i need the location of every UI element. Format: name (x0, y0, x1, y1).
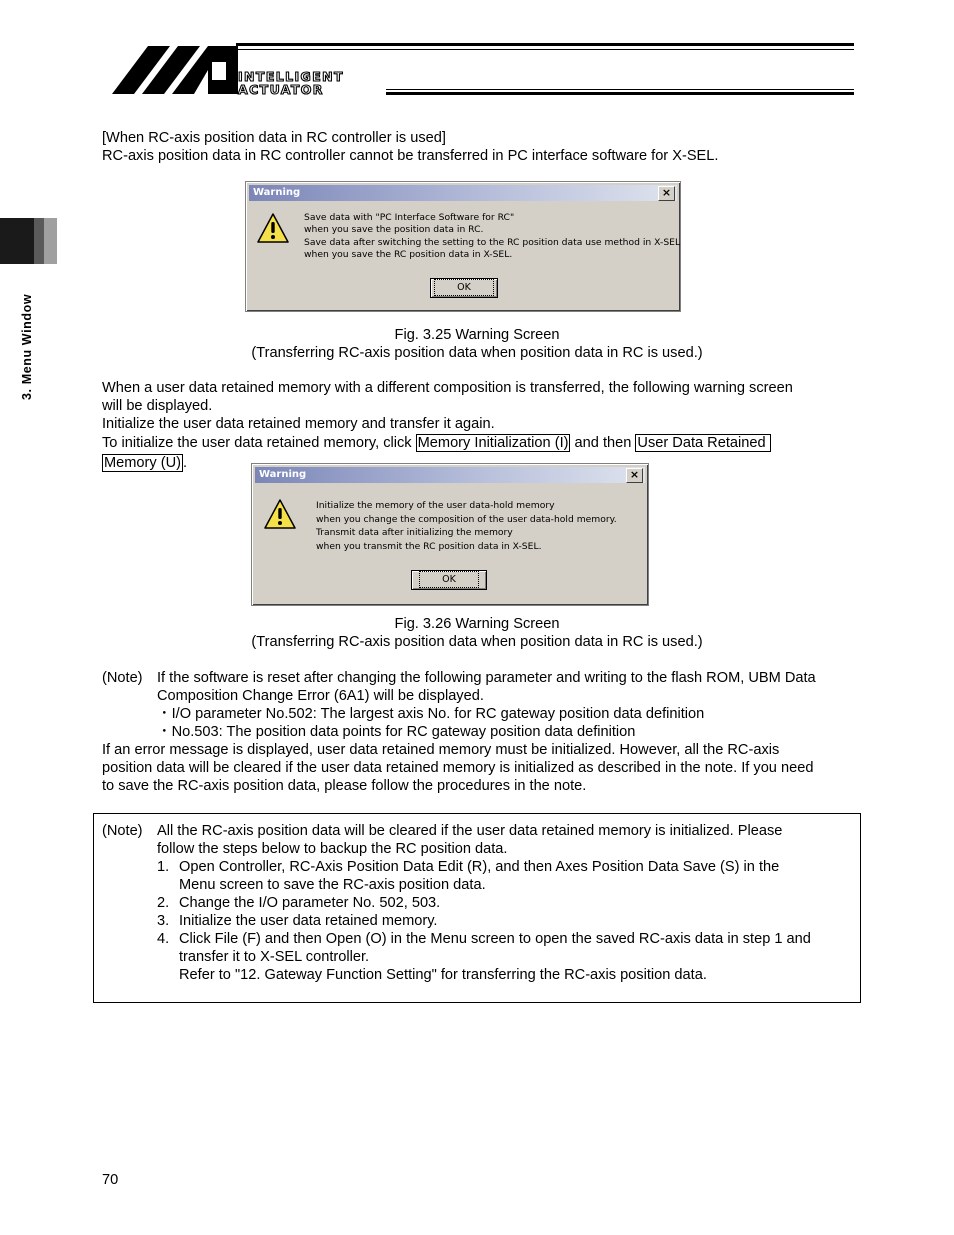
figure-caption-1: Fig. 3.25 Warning Screen (394, 327, 560, 343)
note-bullet: ・I/O parameter No.502: The largest axis No. for RC gateway position data definition (157, 706, 705, 722)
step-text: Click File (F) and then Open (O) in the Menu screen to open the saved RC-axis data in step 1 and (179, 931, 811, 947)
dialog-message: Initialize the memory of the user data-hold memory when you change the composition of the user data-hold memory. Transmit data after initializing the memory when you transmit the RC position data in X-SEL. (316, 500, 617, 552)
ok-button[interactable]: OK (430, 278, 498, 298)
dialog-message: Save data with "PC Interface Software for RC" when you save the position data in RC. Save data after switching the setting to the RC position data use method in X-SEL when you save the RC position data in X-SEL. (304, 212, 681, 261)
figure-caption-2: Fig. 3.26 Warning Screen (394, 616, 560, 632)
paragraph-line: to save the RC-axis position data, please follow the procedures in the note. (102, 778, 587, 794)
intro-text: RC-axis position data in RC controller cannot be transferred in PC interface software for X-SEL. (102, 148, 719, 164)
memory-initialization-menu-ref: Memory Initialization (I) (417, 435, 569, 451)
dialog-title-bar (255, 467, 645, 483)
ia-logo-mark (108, 42, 238, 98)
ok-button[interactable]: OK (411, 570, 487, 590)
note-text: follow the steps below to backup the RC position data. (157, 841, 508, 857)
step-text: Change the I/O parameter No. 502, 503. (179, 895, 441, 911)
step-text: Refer to "12. Gateway Function Setting" for transferring the RC-axis position data. (179, 967, 707, 983)
brand-name-line1: INTELLIGENT (238, 69, 344, 84)
brand-name-line2: ACTUATOR (238, 82, 324, 97)
step-number: 2. (157, 895, 170, 911)
warning-dialog-1 (245, 181, 681, 312)
note-text: If the software is reset after changing the following parameter and writing to the flash ROM, UBM Data (157, 670, 816, 686)
note-label: (Note) (102, 823, 143, 839)
paragraph-line: When a user data retained memory with a different composition is transferred, the following warning screen (102, 380, 793, 396)
chapter-tab-marker (0, 218, 57, 264)
close-button[interactable]: × (658, 186, 675, 201)
paragraph-instruction-cont: Memory (U) . (104, 455, 188, 471)
figure-subcaption-1: (Transferring RC-axis position data when position data in RC is used.) (251, 345, 703, 361)
note-label: (Note) (102, 670, 143, 686)
step-number: 4. (157, 931, 170, 947)
step-number: 3. (157, 913, 170, 929)
user-data-retained-memory-menu-ref: User Data Retained (635, 434, 770, 452)
dialog-title: Warning (253, 187, 301, 198)
paragraph-line: Initialize the user data retained memory and transfer it again. (102, 416, 495, 432)
note-text: Composition Change Error (6A1) will be displayed. (157, 688, 484, 704)
chapter-side-label: 3. Menu Window (20, 293, 34, 400)
paragraph-line: position data will be cleared if the user data retained memory is initialized as described in the note. If you need (102, 760, 814, 776)
company-logo (108, 42, 854, 98)
step-number: 1. (157, 859, 170, 875)
warning-icon (264, 499, 296, 529)
figure-subcaption-2: (Transferring RC-axis position data when position data in RC is used.) (251, 634, 703, 650)
paragraph-line: If an error message is displayed, user data retained memory must be initialized. However, all the RC-axis (102, 742, 780, 758)
dialog-title-bar (249, 185, 677, 201)
close-button[interactable]: × (626, 468, 643, 483)
paragraph-line: will be displayed. (102, 398, 213, 414)
step-text: Menu screen to save the RC-axis position data. (179, 877, 486, 893)
paragraph-instruction: To initialize the user data retained memory, click Memory Initialization (I) and then User Data Retained (102, 434, 771, 452)
note-bullet: ・No.503: The position data points for RC gateway position data definition (157, 724, 636, 740)
dialog-title: Warning (259, 469, 307, 480)
note-text: All the RC-axis position data will be cleared if the user data retained memory is initialized. Please (157, 823, 783, 839)
step-text: transfer it to X-SEL controller. (179, 949, 370, 965)
step-text: Open Controller, RC-Axis Position Data Edit (R), and then Axes Position Data Save (S) in the (179, 859, 780, 875)
warning-dialog-2 (251, 463, 649, 606)
page-number: 70 (102, 1172, 119, 1188)
step-text: Initialize the user data retained memory. (179, 913, 438, 929)
section-heading: [When RC-axis position data in RC controller is used] (102, 130, 446, 146)
user-data-retained-memory-menu-ref-cont: Memory (U) (104, 455, 182, 471)
warning-icon (257, 213, 289, 243)
